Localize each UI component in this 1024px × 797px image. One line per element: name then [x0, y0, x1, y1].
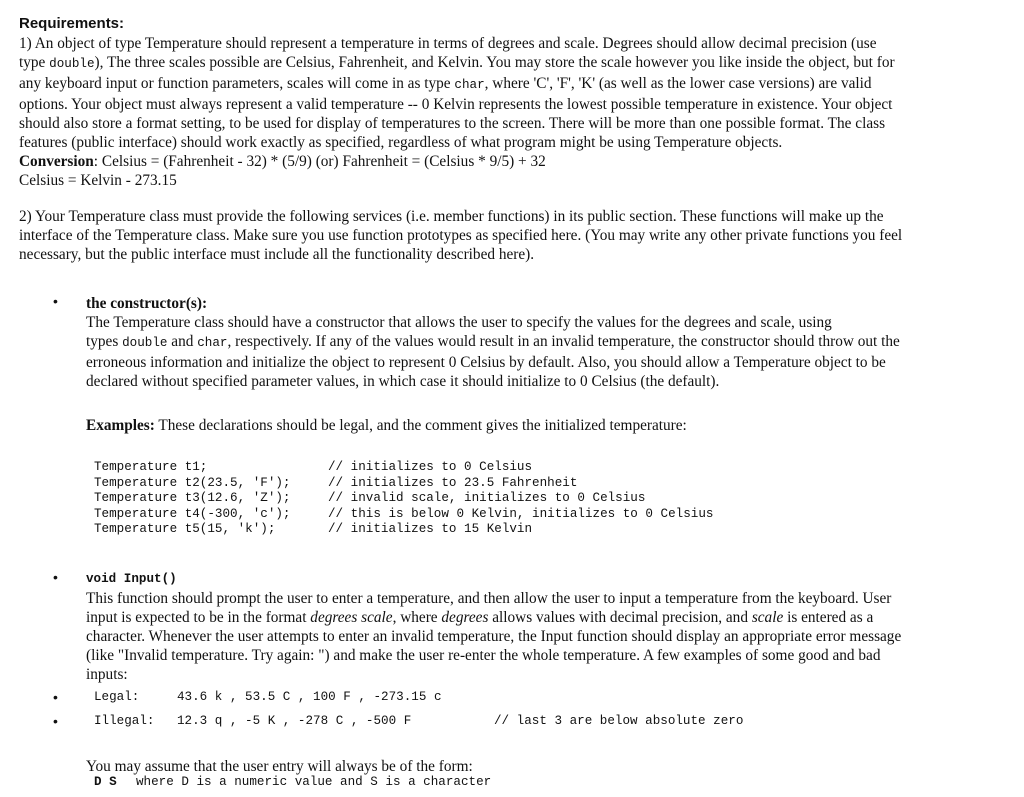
req2-line-2: interface of the Temperature class. Make sure you use function prototypes as specified here. (You may write any other private functions you feel	[19, 227, 903, 244]
req1-line-4: options. Your object must always represent a valid temperature -- 0 Kelvin represents the lowest possible temperature in existence. Your object	[19, 96, 893, 113]
req1-line-6: features (public interface) should work exactly as specified, regardless of what program might be using Temperature objects.	[19, 134, 783, 151]
illegal-values: 12.3 q , -5 K , -278 C , -500 F	[177, 714, 412, 728]
requirement-1	[19, 34, 1009, 190]
form-description: where D is a numeric value and S is a character	[136, 775, 492, 789]
conversion-line: Conversion: Celsius = (Fahrenheit - 32) * (5/9) (or) Fahrenheit = (Celsius * 9/5) + 32	[19, 153, 546, 170]
bullet-dot: •	[53, 689, 58, 705]
constructor-line-2: types double and char, respectively. If any of the values would result in an invalid temperature, the constructor should throw out the	[86, 333, 900, 350]
kelvin-line: Celsius = Kelvin - 273.15	[19, 172, 177, 189]
illegal-label: Illegal:	[94, 714, 155, 728]
constructor-heading: the constructor(s):	[86, 295, 208, 312]
constructor-line-1: The Temperature class should have a constructor that allows the user to specify the values for the degrees and scale, using	[86, 314, 832, 331]
code-comments: // initializes to 0 Celsius // initializes to 23.5 Fahrenheit // invalid scale, initializes to 0 Celsius // this is below 0 Kelvin, initializes to 0 Celsius // initializes to 15 Kelvin	[328, 460, 714, 536]
bullet-dot: •	[53, 569, 58, 585]
bullet-dot: •	[53, 293, 58, 309]
input-line-2: input is expected to be in the format degrees scale, where degrees allows values with decimal precision, and scale is entered as a	[86, 609, 874, 626]
input-line-1: This function should prompt the user to enter a temperature, and then allow the user to input a temperature from the keyboard. User	[86, 590, 892, 607]
input-line-4: (like "Invalid temperature. Try again: ") and make the user re-enter the whole temperature. A few examples of some good and bad	[86, 647, 881, 664]
input-line-3: character. Whenever the user attempts to enter an invalid temperature, the Input function should display an appropriate error message	[86, 628, 902, 645]
illegal-comment: // last 3 are below absolute zero	[494, 714, 744, 728]
req2-line-3: necessary, but the public interface must include all the functionality described here).	[19, 246, 535, 263]
constructor-section	[86, 294, 1006, 391]
req1-line-1: 1) An object of type Temperature should represent a temperature in terms of degrees and scale. Degrees should allow decimal precision (use	[19, 35, 877, 52]
code-declarations: Temperature t1; Temperature t2(23.5, 'F'); Temperature t3(12.6, 'Z'); Temperature t4(-300, 'c'); Temperature t5(15, 'k');	[94, 460, 291, 536]
bullet-dot: •	[53, 713, 58, 729]
examples-line: Examples: These declarations should be legal, and the comment gives the initialized temperature:	[86, 417, 687, 434]
req2-line-1: 2) Your Temperature class must provide the following services (i.e. member functions) in its public section. These functions will make up the	[19, 208, 884, 225]
req1-line-3: any keyboard input or function parameters, scales will come in as type char, where 'C', 'F', 'K' (as well as the lower case versions) are valid	[19, 75, 872, 92]
requirement-2	[19, 207, 1009, 264]
requirements-heading: Requirements:	[19, 15, 125, 32]
input-signature: void Input()	[86, 572, 177, 586]
legal-label: Legal:	[94, 690, 140, 704]
req1-line-5: should also store a format setting, to be used for display of temperatures to the screen. There will be more than one possible format. The class	[19, 115, 886, 132]
constructor-line-3: erroneous information and initialize the object to represent 0 Celsius by default. Also, you should allow a Temperature object to be	[86, 354, 886, 371]
form-ds: D S	[94, 775, 117, 789]
input-description	[86, 589, 1006, 684]
input-line-5: inputs:	[86, 666, 128, 683]
legal-values: 43.6 k , 53.5 C , 100 F , -273.15 c	[177, 690, 442, 704]
assume-line: You may assume that the user entry will always be of the form:	[86, 758, 473, 775]
req1-line-2: type double), The three scales possible are Celsius, Fahrenheit, and Kelvin. You may store the scale however you like inside the object, but for	[19, 54, 895, 71]
constructor-line-4: declared without specified parameter values, in which case it should initialize to 0 Celsius (the default).	[86, 373, 720, 390]
